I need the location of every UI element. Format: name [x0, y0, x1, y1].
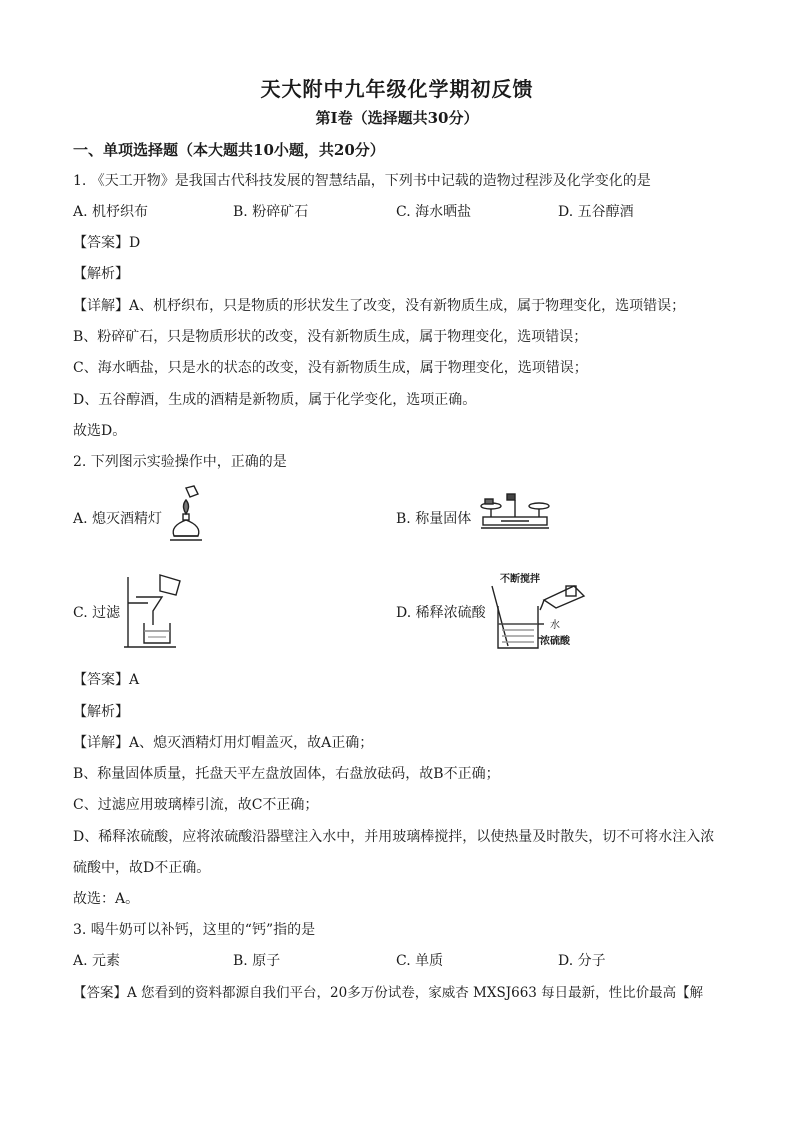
question-2-detail-line: C、过滤应用玻璃棒引流，故C不正确；	[73, 797, 319, 813]
question-3-answer: 【答案】A 您看到的资料都源自我们平台，20多万份试卷，家威杏 MXSJ663 每日最新，性比价最高【解	[73, 985, 704, 1001]
question-2-detail-line: 故选：A。	[73, 891, 140, 907]
question-2-option-a: A. 熄灭酒精灯	[73, 511, 163, 527]
question-3-option-b: B. 原子	[233, 953, 281, 969]
question-2-detail-line: 硫酸中，故D不正确。	[73, 860, 211, 876]
question-2-analysis: 【解析】	[73, 704, 129, 720]
figure-label-water: 水	[550, 620, 560, 631]
page-title: 天大附中九年级化学期初反馈	[260, 77, 534, 101]
question-3-option-a: A. 元素	[73, 953, 121, 969]
question-1-detail-line: C、海水晒盐，只是水的状态的改变，没有新物质生成，属于物理变化，选项错误；	[73, 360, 588, 376]
balance-figure	[479, 488, 551, 532]
question-2-option-b: B. 称量固体	[396, 511, 472, 527]
question-1-option-d: D. 五谷醇酒	[558, 204, 634, 220]
question-2-answer: 【答案】A	[73, 672, 140, 688]
question-2-detail-line: B、称量固体质量，托盘天平左盘放固体，右盘放砝码，故B不正确；	[73, 766, 500, 782]
question-1-answer: 【答案】D	[73, 235, 141, 251]
figure-label-acid: 浓硫酸	[540, 636, 570, 647]
question-1-option-c: C. 海水晒盐	[396, 204, 472, 220]
question-2-detail-line: 【详解】A、熄灭酒精灯用灯帽盖灭，故A正确；	[73, 735, 374, 751]
question-1-analysis: 【解析】	[73, 266, 129, 282]
question-1-stem: 1. 《天工开物》是我国古代科技发展的智慧结晶，下列书中记载的造物过程涉及化学变化的是	[73, 173, 651, 189]
question-2-option-d: D. 稀释浓硫酸	[396, 605, 486, 621]
question-1-option-a: A. 机杼织布	[73, 204, 149, 220]
question-1-detail-line: D、五谷醇酒，生成的酒精是新物质，属于化学变化，选项正确。	[73, 392, 477, 408]
question-1-option-b: B. 粉碎矿石	[233, 204, 309, 220]
question-1-detail-line: 【详解】A、机杼织布，只是物质的形状发生了改变，没有新物质生成，属于物理变化，选项错误；	[73, 298, 686, 314]
figure-label-stirring: 不断搅拌	[500, 574, 540, 585]
question-3-option-d: D. 分子	[558, 953, 606, 969]
question-2-stem: 2. 下列图示实验操作中，正确的是	[73, 454, 287, 470]
page-subtitle: 第Ⅰ卷（选择题共30分）	[315, 109, 479, 127]
question-2-detail-line: D、稀释浓硫酸，应将浓硫酸沿器壁注入水中，并用玻璃棒搅拌，以使热量及时散失，切不可将水注入浓	[73, 829, 715, 845]
alcohol-lamp-figure	[166, 484, 206, 546]
question-2-option-c: C. 过滤	[73, 605, 121, 621]
dilution-figure	[488, 572, 588, 654]
question-1-detail-line: 故选D。	[73, 423, 127, 439]
question-3-option-c: C. 单质	[396, 953, 444, 969]
question-3-stem: 3. 喝牛奶可以补钙，这里的“钙”指的是	[73, 922, 316, 938]
section-heading: 一、单项选择题（本大题共10小题，共20分）	[73, 141, 385, 159]
filtration-figure	[122, 573, 184, 653]
question-1-detail-line: B、粉碎矿石，只是物质形状的改变，没有新物质生成，属于物理变化，选项错误；	[73, 329, 588, 345]
